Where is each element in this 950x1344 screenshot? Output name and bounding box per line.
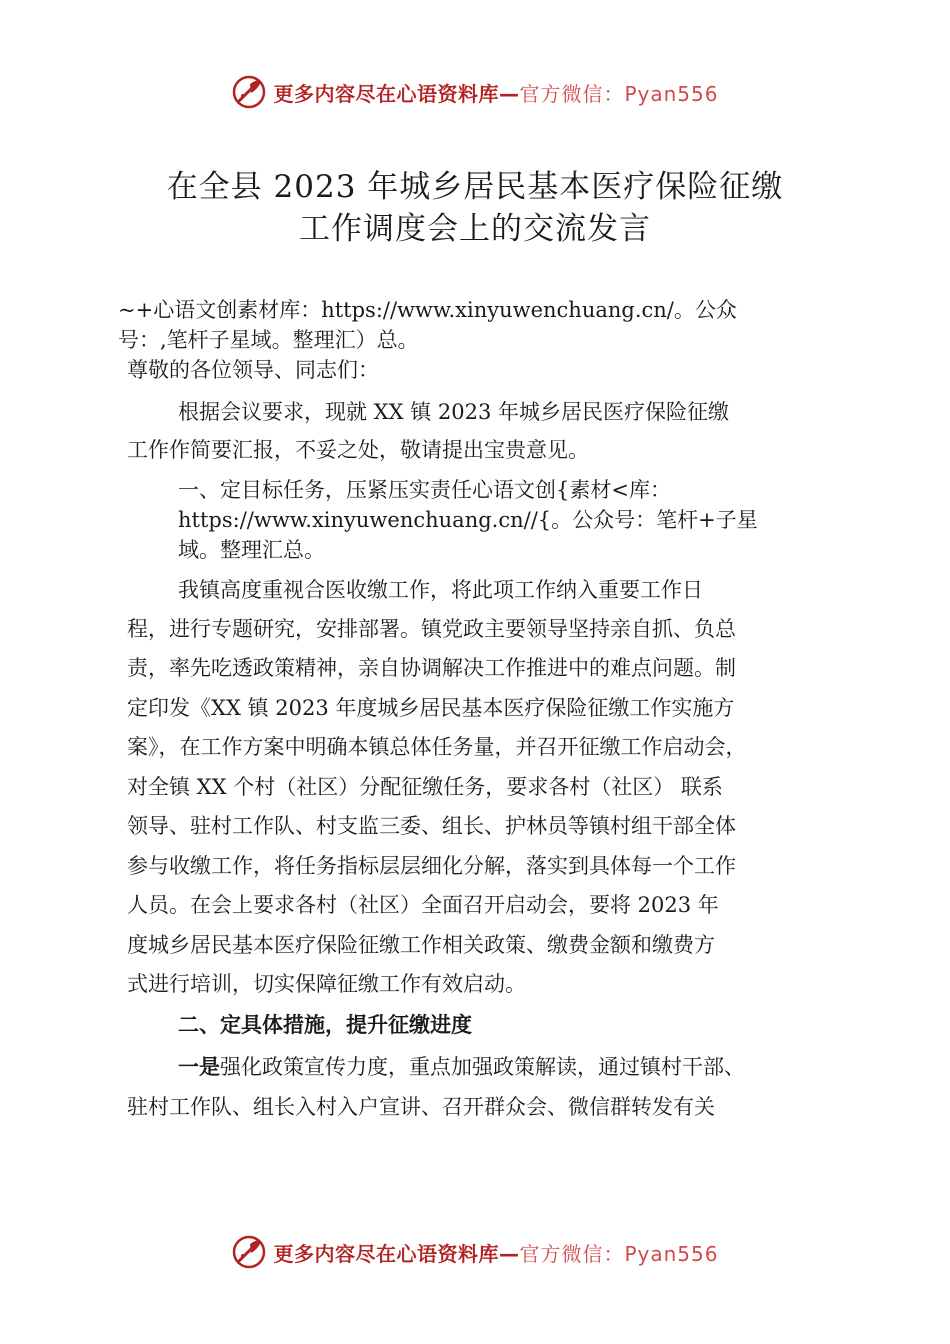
para3-lead: 一是 — [178, 1054, 220, 1079]
source-line-1: ~+心语文创素材库：https://www.xinyuwenchuang.cn/。公众 — [118, 298, 737, 322]
watermark-text — [273, 1238, 718, 1267]
intro-line-1: 根据会议要求，现就 XX 镇 2023 年城乡居民医疗保险征缴 — [178, 400, 730, 424]
watermark-banner-bottom — [0, 1232, 950, 1272]
body-line-5: 案》，在工作方案中明确本镇总体任务量，并召开征缴工作启动会， — [127, 735, 747, 759]
salutation: 尊敬的各位领导、同志们： — [127, 358, 379, 382]
body-line-3: 责，率先吃透政策精神，亲自协调解决工作推进中的难点问题。制 — [127, 656, 736, 680]
body-line-11: 式进行培训，切实保障征缴工作有效启动。 — [127, 972, 526, 996]
watermark-wechat: 官方微信：Pyan556 — [519, 81, 719, 106]
section1-heading-line-1: 一、定目标任务，压紧压实责任心语文创{素材<库： — [178, 478, 671, 502]
watermark-library: 更多内容尽在心语资料库 — [273, 81, 499, 106]
body-line-7: 领导、驻村工作队、村支监三委、组长、护林员等镇村组干部全体 — [127, 814, 736, 838]
body-line-1: 我镇高度重视合医收缴工作，将此项工作纳入重要工作日 — [178, 578, 703, 602]
body-line-6: 对全镇 XX 个村（社区）分配征缴任务，要求各村（社区） 联系 — [127, 775, 723, 799]
quill-seal-icon — [231, 74, 267, 110]
document-title-line-1: 在全县 2023 年城乡居民基本医疗保险征缴 — [166, 169, 784, 205]
watermark-library: 更多内容尽在心语资料库 — [273, 1241, 499, 1266]
section1-heading-line-2: https://www.xinyuwenchuang.cn//{。公众号：笔杆+子星 — [178, 508, 758, 532]
watermark-wechat: 官方微信：Pyan556 — [519, 1241, 719, 1266]
intro-line-2: 工作作简要汇报，不妥之处，敬请提出宝贵意见。 — [127, 438, 589, 462]
para3-line-1 — [178, 1051, 745, 1081]
para3-first-rest: 强化政策宣传力度，重点加强政策解读，通过镇村干部、 — [220, 1055, 745, 1079]
body-line-2: 程，进行专题研究，安排部署。镇党政主要领导坚持亲自抓、负总 — [127, 617, 736, 641]
document-title-line-2: 工作调度会上的交流发言 — [299, 211, 651, 247]
section1-heading-line-3: 域。整理汇总。 — [178, 538, 325, 562]
watermark-separator: — — [498, 81, 520, 106]
watermark-text — [273, 78, 718, 107]
body-line-4: 定印发《XX 镇 2023 年度城乡居民基本医疗保险征缴工作实施方 — [127, 696, 735, 720]
body-line-9: 人员。在会上要求各村（社区）全面召开启动会，要将 2023 年 — [127, 893, 719, 917]
source-line-2: 号：,笔杆子星域。整理汇）总。 — [118, 328, 419, 352]
para3-line-2: 驻村工作队、组长入村入户宣讲、召开群众会、微信群转发有关 — [127, 1095, 715, 1119]
section2-heading: 二、定具体措施，提升征缴进度 — [178, 1012, 472, 1037]
body-line-8: 参与收缴工作，将任务指标层层细化分解，落实到具体每一个工作 — [127, 854, 736, 878]
quill-seal-icon — [231, 1234, 267, 1270]
body-line-10: 度城乡居民基本医疗保险征缴工作相关政策、缴费金额和缴费方 — [127, 933, 715, 957]
watermark-banner-top — [0, 72, 950, 112]
watermark-separator: — — [498, 1241, 520, 1266]
